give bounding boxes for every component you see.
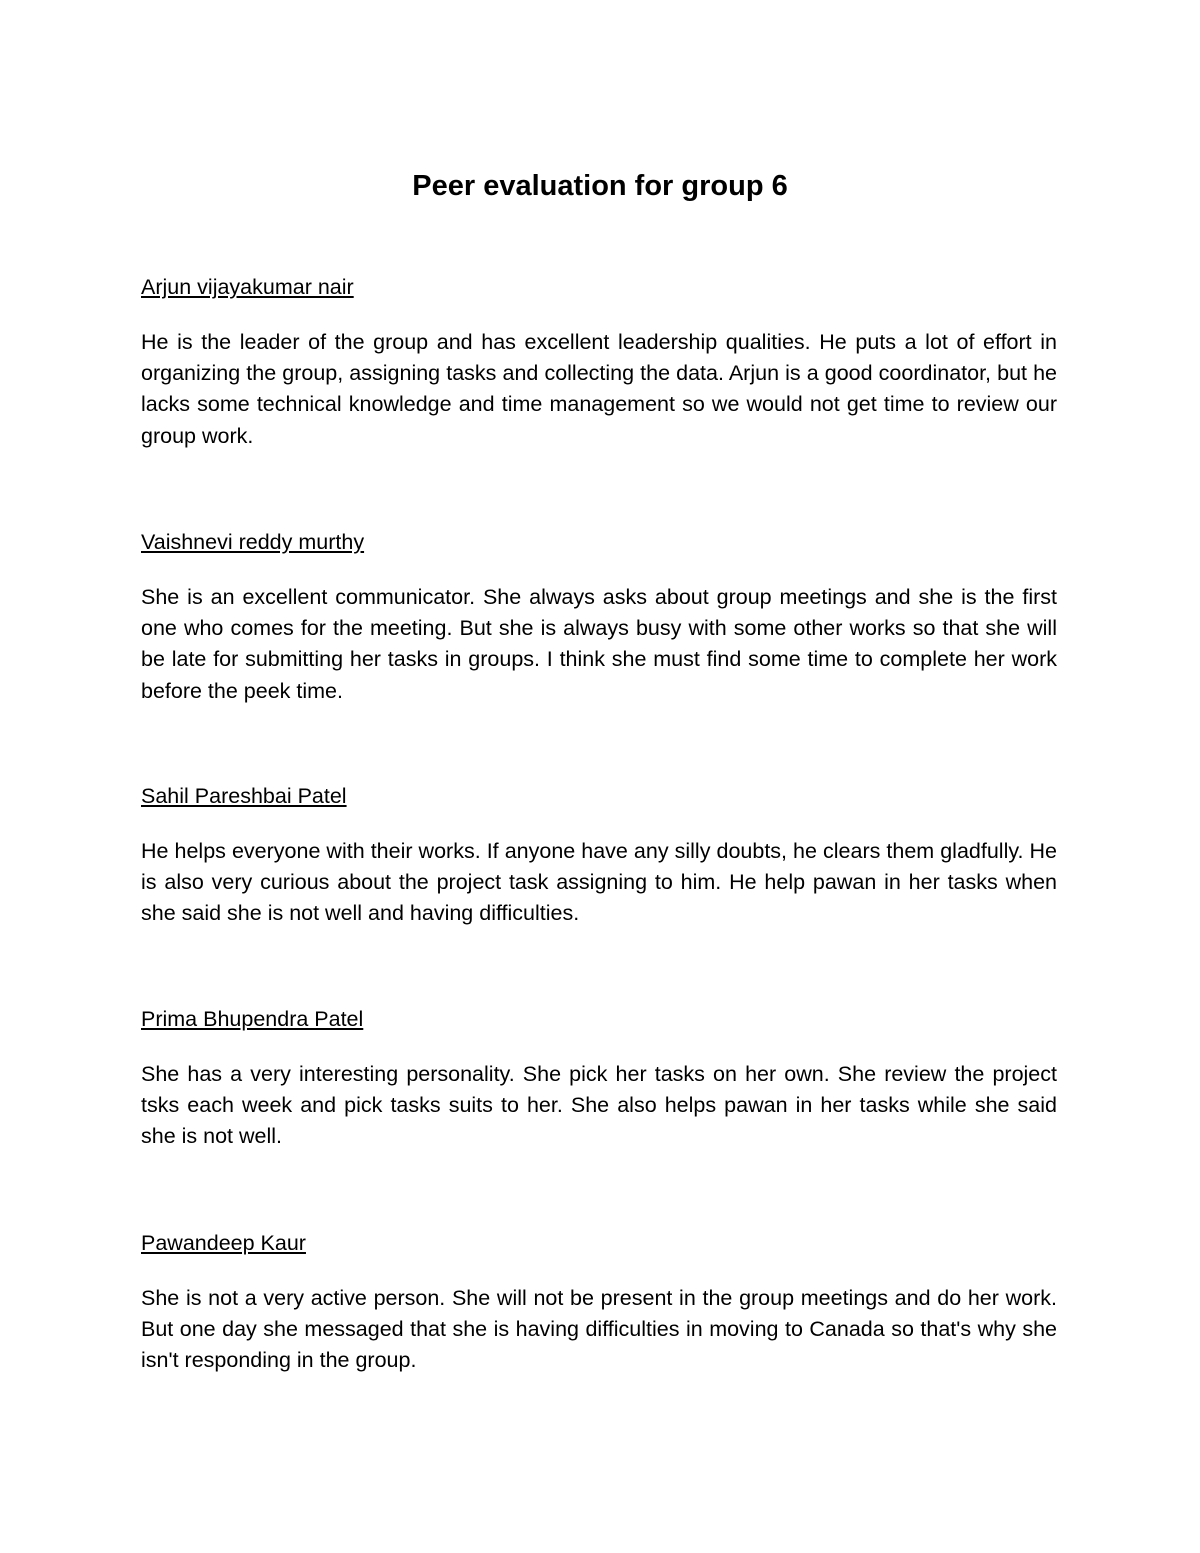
peer-entry-vaishnevi (141, 528, 1057, 707)
page-title: Peer evaluation for group 6 (412, 170, 788, 202)
peer-name: Sahil Pareshbai Patel (141, 784, 347, 808)
peer-name: Pawandeep Kaur (141, 1231, 306, 1255)
peer-evaluation-text: She is not a very active person. She will not be present in the group meetings and do her work. But one day she messaged that she is having difficulties in moving to Canada so that's why she isn't responding in the group. (141, 1286, 1057, 1373)
peer-name: Arjun vijayakumar nair (141, 275, 354, 299)
peer-evaluation-text: She has a very interesting personality. She pick her tasks on her own. She review the project tsks each week and pick tasks suits to her. She also helps pawan in her tasks while she said she is not well. (141, 1062, 1057, 1149)
peer-evaluation-text: She is an excellent communicator. She always asks about group meetings and she is the first one who comes for the meeting. But she is always busy with some other works so that she will be late for submitting her tasks in groups. I think she must find some time to complete her work before the peek time. (141, 585, 1057, 703)
peer-entry-pawandeep (141, 1229, 1057, 1377)
peer-entry-prima (141, 1005, 1057, 1153)
peer-evaluation-text: He helps everyone with their works. If anyone have any silly doubts, he clears them gladfully. He is also very curious about the project task assigning to him. He help pawan in her tasks when she said she is not well and having difficulties. (141, 839, 1057, 926)
peer-entry-arjun (141, 273, 1057, 452)
peer-entry-sahil (141, 782, 1057, 930)
peer-name: Prima Bhupendra Patel (141, 1007, 364, 1031)
peer-name: Vaishnevi reddy murthy (141, 530, 365, 554)
peer-evaluation-text: He is the leader of the group and has excellent leadership qualities. He puts a lot of effort in organizing the group, assigning tasks and collecting the data. Arjun is a good coordinator, but he lacks some technical knowledge and time management so we would not get time to review our group work. (141, 330, 1057, 448)
